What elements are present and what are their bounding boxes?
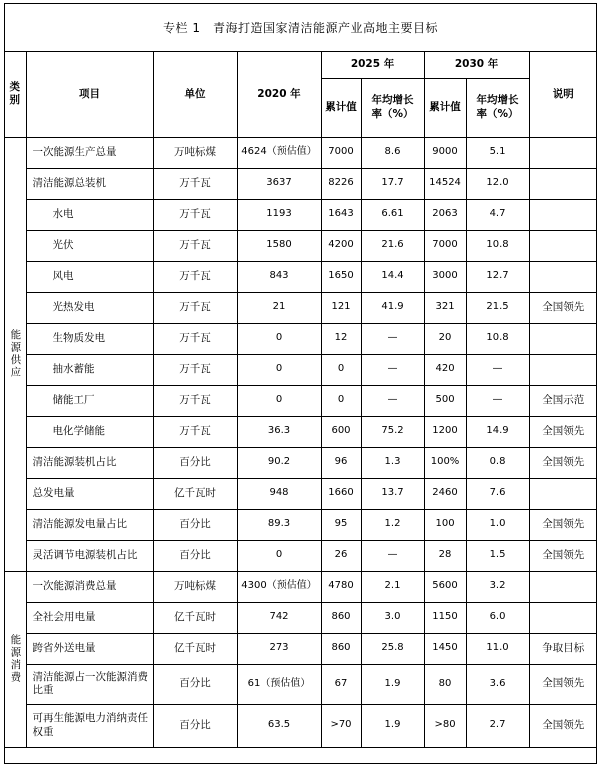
item-cell: 清洁能源占一次能源消费比重 (26, 664, 153, 704)
growth-2025-cell: — (361, 354, 424, 385)
value-2020-cell: 89.3 (237, 509, 321, 540)
growth-2030-cell: 12.0 (466, 168, 529, 199)
growth-2030-cell: 14.9 (466, 416, 529, 447)
unit-cell: 亿千瓦时 (153, 602, 237, 633)
growth-2025-cell: — (361, 323, 424, 354)
cumulative-2030-cell: 1150 (424, 602, 466, 633)
growth-2025-cell: 1.2 (361, 509, 424, 540)
cumulative-2025-cell: 4780 (321, 571, 361, 602)
growth-2025-cell: 8.6 (361, 137, 424, 168)
note-cell: 全国领先 (529, 447, 597, 478)
cumulative-2025-cell: 0 (321, 385, 361, 416)
value-2020-cell: 21 (237, 292, 321, 323)
note-cell (529, 199, 597, 230)
item-cell: 灵活调节电源装机占比 (26, 540, 153, 571)
item-cell: 生物质发电 (26, 323, 153, 354)
table-row (4, 385, 597, 416)
table-row (4, 261, 597, 292)
note-cell (529, 323, 597, 354)
note-cell (529, 261, 597, 292)
item-cell: 总发电量 (26, 478, 153, 509)
cumulative-2025-cell: 7000 (321, 137, 361, 168)
growth-2030-cell: 0.8 (466, 447, 529, 478)
table-row (4, 602, 597, 633)
value-2020-cell: 273 (237, 633, 321, 664)
header-2030-cumulative: 累计值 (424, 78, 466, 137)
table-row (4, 447, 597, 478)
item-cell: 电化学储能 (26, 416, 153, 447)
note-cell (529, 354, 597, 385)
growth-2030-cell: — (466, 354, 529, 385)
header-2025-cumulative: 累计值 (321, 78, 361, 137)
unit-cell: 百分比 (153, 664, 237, 704)
cumulative-2025-cell: 26 (321, 540, 361, 571)
value-2020-cell: 1580 (237, 230, 321, 261)
table-row (4, 199, 597, 230)
item-cell: 可再生能源电力消纳责任权重 (26, 704, 153, 747)
growth-2025-cell: 1.3 (361, 447, 424, 478)
growth-2030-cell: 7.6 (466, 478, 529, 509)
category-cell: 能源消费 (4, 571, 26, 747)
note-cell: 全国领先 (529, 664, 597, 704)
table-row (4, 704, 597, 747)
cumulative-2030-cell: 9000 (424, 137, 466, 168)
unit-cell: 亿千瓦时 (153, 633, 237, 664)
growth-2025-cell: 1.9 (361, 664, 424, 704)
cumulative-2025-cell: 12 (321, 323, 361, 354)
targets-table (4, 52, 597, 748)
unit-cell: 万千瓦 (153, 292, 237, 323)
growth-2025-cell: 1.9 (361, 704, 424, 747)
cumulative-2030-cell: 500 (424, 385, 466, 416)
unit-cell: 万千瓦 (153, 354, 237, 385)
table-row (4, 168, 597, 199)
cumulative-2025-cell: 4200 (321, 230, 361, 261)
note-cell: 全国领先 (529, 704, 597, 747)
growth-2030-cell: 4.7 (466, 199, 529, 230)
table-row (4, 292, 597, 323)
cumulative-2025-cell: 1660 (321, 478, 361, 509)
cumulative-2025-cell: 1643 (321, 199, 361, 230)
cumulative-2030-cell: 100 (424, 509, 466, 540)
unit-cell: 万吨标煤 (153, 137, 237, 168)
growth-2030-cell: 12.7 (466, 261, 529, 292)
note-cell: 全国领先 (529, 509, 597, 540)
cumulative-2030-cell: 7000 (424, 230, 466, 261)
value-2020-cell: 36.3 (237, 416, 321, 447)
cumulative-2025-cell: 860 (321, 602, 361, 633)
item-cell: 光热发电 (26, 292, 153, 323)
item-cell: 风电 (26, 261, 153, 292)
note-cell: 争取目标 (529, 633, 597, 664)
header-item: 项目 (26, 52, 153, 137)
item-cell: 水电 (26, 199, 153, 230)
growth-2030-cell: 1.0 (466, 509, 529, 540)
growth-2025-cell: 75.2 (361, 416, 424, 447)
growth-2030-cell: 21.5 (466, 292, 529, 323)
category-cell: 能源供应 (4, 137, 26, 571)
growth-2025-cell: 25.8 (361, 633, 424, 664)
header-2020: 2020 年 (237, 52, 321, 137)
note-cell (529, 478, 597, 509)
growth-2030-cell: 6.0 (466, 602, 529, 633)
cumulative-2030-cell: 420 (424, 354, 466, 385)
table-row (4, 540, 597, 571)
table-row (4, 664, 597, 704)
value-2020-cell: 742 (237, 602, 321, 633)
growth-2030-cell: 11.0 (466, 633, 529, 664)
growth-2030-cell: 5.1 (466, 137, 529, 168)
note-cell: 全国领先 (529, 292, 597, 323)
value-2020-cell: 61（预估值） (237, 664, 321, 704)
table-row (4, 509, 597, 540)
item-cell: 全社会用电量 (26, 602, 153, 633)
value-2020-cell: 0 (237, 323, 321, 354)
cumulative-2030-cell: 3000 (424, 261, 466, 292)
value-2020-cell: 4300（预估值） (237, 571, 321, 602)
cumulative-2030-cell: 28 (424, 540, 466, 571)
value-2020-cell: 0 (237, 540, 321, 571)
cumulative-2025-cell: 8226 (321, 168, 361, 199)
table-row (4, 323, 597, 354)
header-2030: 2030 年 (424, 52, 529, 78)
cumulative-2030-cell: 1450 (424, 633, 466, 664)
cumulative-2025-cell: 860 (321, 633, 361, 664)
growth-2025-cell: 2.1 (361, 571, 424, 602)
table-title: 专栏 1 青海打造国家清洁能源产业高地主要目标 (4, 3, 597, 52)
growth-2030-cell: 1.5 (466, 540, 529, 571)
unit-cell: 万千瓦 (153, 416, 237, 447)
unit-cell: 亿千瓦时 (153, 478, 237, 509)
growth-2030-cell: 3.2 (466, 571, 529, 602)
note-cell (529, 602, 597, 633)
growth-2025-cell: — (361, 385, 424, 416)
header-2025-growth: 年均增长率（%） (361, 78, 424, 137)
growth-2025-cell: 6.61 (361, 199, 424, 230)
unit-cell: 万千瓦 (153, 323, 237, 354)
growth-2025-cell: 41.9 (361, 292, 424, 323)
cumulative-2030-cell: 14524 (424, 168, 466, 199)
cumulative-2025-cell: 67 (321, 664, 361, 704)
table-row (4, 633, 597, 664)
cumulative-2030-cell: 80 (424, 664, 466, 704)
cumulative-2030-cell: 2063 (424, 199, 466, 230)
note-cell: 全国示范 (529, 385, 597, 416)
unit-cell: 百分比 (153, 509, 237, 540)
item-cell: 光伏 (26, 230, 153, 261)
growth-2030-cell: 10.8 (466, 323, 529, 354)
header-unit: 单位 (153, 52, 237, 137)
cumulative-2025-cell: 1650 (321, 261, 361, 292)
unit-cell: 万千瓦 (153, 168, 237, 199)
item-cell: 抽水蓄能 (26, 354, 153, 385)
unit-cell: 万千瓦 (153, 199, 237, 230)
value-2020-cell: 1193 (237, 199, 321, 230)
cumulative-2030-cell: 2460 (424, 478, 466, 509)
growth-2030-cell: 3.6 (466, 664, 529, 704)
unit-cell: 百分比 (153, 704, 237, 747)
value-2020-cell: 90.2 (237, 447, 321, 478)
growth-2025-cell: 3.0 (361, 602, 424, 633)
unit-cell: 万千瓦 (153, 385, 237, 416)
cumulative-2030-cell: 321 (424, 292, 466, 323)
unit-cell: 万千瓦 (153, 230, 237, 261)
unit-cell: 万吨标煤 (153, 571, 237, 602)
cumulative-2025-cell: 95 (321, 509, 361, 540)
table-row (4, 137, 597, 168)
cumulative-2025-cell: 96 (321, 447, 361, 478)
item-cell: 储能工厂 (26, 385, 153, 416)
growth-2030-cell: 10.8 (466, 230, 529, 261)
value-2020-cell: 4624（预估值） (237, 137, 321, 168)
header-2025: 2025 年 (321, 52, 424, 78)
value-2020-cell: 843 (237, 261, 321, 292)
note-cell (529, 571, 597, 602)
header-category: 类别 (4, 52, 26, 137)
table-row (4, 571, 597, 602)
cumulative-2030-cell: >80 (424, 704, 466, 747)
growth-2025-cell: 14.4 (361, 261, 424, 292)
note-cell (529, 168, 597, 199)
cumulative-2030-cell: 100% (424, 447, 466, 478)
note-cell (529, 137, 597, 168)
note-cell: 全国领先 (529, 416, 597, 447)
growth-2025-cell: 17.7 (361, 168, 424, 199)
value-2020-cell: 0 (237, 385, 321, 416)
item-cell: 清洁能源总装机 (26, 168, 153, 199)
growth-2030-cell: 2.7 (466, 704, 529, 747)
cumulative-2025-cell: 600 (321, 416, 361, 447)
growth-2030-cell: — (466, 385, 529, 416)
table-row (4, 416, 597, 447)
item-cell: 清洁能源发电量占比 (26, 509, 153, 540)
growth-2025-cell: — (361, 540, 424, 571)
item-cell: 跨省外送电量 (26, 633, 153, 664)
growth-2025-cell: 13.7 (361, 478, 424, 509)
note-cell (529, 230, 597, 261)
header-note: 说明 (529, 52, 597, 137)
item-cell: 清洁能源装机占比 (26, 447, 153, 478)
table-row (4, 230, 597, 261)
item-cell: 一次能源消费总量 (26, 571, 153, 602)
header-2030-growth: 年均增长率（%） (466, 78, 529, 137)
item-cell: 一次能源生产总量 (26, 137, 153, 168)
cumulative-2030-cell: 5600 (424, 571, 466, 602)
cumulative-2030-cell: 20 (424, 323, 466, 354)
table-row (4, 354, 597, 385)
value-2020-cell: 63.5 (237, 704, 321, 747)
cumulative-2025-cell: >70 (321, 704, 361, 747)
value-2020-cell: 3637 (237, 168, 321, 199)
cumulative-2025-cell: 121 (321, 292, 361, 323)
cumulative-2025-cell: 0 (321, 354, 361, 385)
value-2020-cell: 0 (237, 354, 321, 385)
value-2020-cell: 948 (237, 478, 321, 509)
unit-cell: 百分比 (153, 540, 237, 571)
cumulative-2030-cell: 1200 (424, 416, 466, 447)
unit-cell: 百分比 (153, 447, 237, 478)
note-cell: 全国领先 (529, 540, 597, 571)
unit-cell: 万千瓦 (153, 261, 237, 292)
growth-2025-cell: 21.6 (361, 230, 424, 261)
table-row (4, 478, 597, 509)
